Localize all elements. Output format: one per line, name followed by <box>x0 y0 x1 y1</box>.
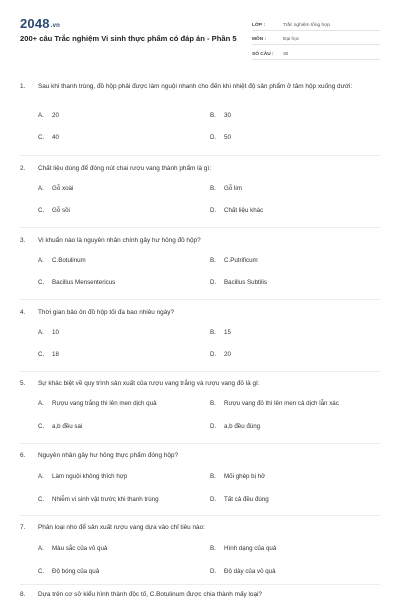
document-title: 200+ câu Trắc nghiệm Vi sinh thực phẩm có đáp án - Phần 5 <box>20 34 237 43</box>
option-letter: D. <box>210 206 217 214</box>
logo-tld: .vn <box>50 23 61 29</box>
option-letter: D. <box>210 422 217 430</box>
question-number: 1. <box>20 83 26 90</box>
option-b[interactable] <box>210 329 380 337</box>
option-b[interactable] <box>210 545 380 553</box>
option-letter: B. <box>210 184 216 192</box>
option-text: Bacillus Mensentericus <box>52 278 116 286</box>
question-divider <box>20 371 380 372</box>
question-text: Chất liệu dùng để đóng nút chai rượu vang thành phẩm là gì: <box>38 165 211 172</box>
question-text: Thời gian bảo ôn đồ hộp tối đa bao nhiêu ngày? <box>38 309 175 316</box>
option-letter: C. <box>38 350 45 358</box>
option-b[interactable] <box>210 112 380 120</box>
meta-value: Trắc nghiệm tổng hợp <box>283 22 330 28</box>
option-letter: B. <box>210 472 216 480</box>
logo-main: 2048 <box>20 16 50 31</box>
option-text: 30 <box>224 111 231 119</box>
option-letter: A. <box>38 111 44 119</box>
option-letter: C. <box>38 133 45 141</box>
option-text: Chất liệu khác <box>224 206 264 214</box>
site-logo[interactable] <box>20 16 60 31</box>
option-text: a,b đều sai <box>52 422 83 430</box>
option-text: Độ dày của vỏ quả <box>224 567 276 575</box>
option-a[interactable] <box>38 400 208 408</box>
option-letter: A. <box>38 184 44 192</box>
option-c[interactable] <box>38 279 208 287</box>
option-c[interactable] <box>38 351 208 359</box>
meta-row-count <box>252 45 380 60</box>
option-a[interactable] <box>38 473 208 481</box>
option-c[interactable] <box>38 423 208 431</box>
meta-row-class <box>252 16 380 31</box>
option-letter: D. <box>210 350 217 358</box>
question-item <box>20 82 382 141</box>
option-text: Gỗ xoài <box>52 184 74 192</box>
option-letter: A. <box>38 544 44 552</box>
question-text: Sự khác biệt về quy trình sản xuất của rượu vang trắng và rượu vang đỏ là gì: <box>38 380 260 387</box>
option-d[interactable] <box>210 568 380 576</box>
question-number: 2. <box>20 165 26 172</box>
document-meta <box>252 16 380 60</box>
meta-label: MÔN : <box>252 37 267 42</box>
question-text: Dựa trên cơ sở kiểu hình thành độc tố, C.Botulinum được chia thành mấy loại? <box>38 591 262 598</box>
option-a[interactable] <box>38 329 208 337</box>
question-item <box>20 379 382 430</box>
option-text: Mối ghép bị hở <box>224 472 266 480</box>
option-letter: C. <box>38 495 45 503</box>
option-letter: A. <box>38 399 44 407</box>
question-item <box>20 523 382 575</box>
question-text: Phân loại nho để sản xuất rượu vang dựa vào chỉ tiêu nào: <box>38 524 205 531</box>
question-number: 5. <box>20 380 26 387</box>
option-text: C.Putrificum <box>224 256 258 264</box>
option-text: 10 <box>52 328 59 336</box>
option-a[interactable] <box>38 185 208 193</box>
question-item <box>20 236 382 286</box>
option-letter: A. <box>38 256 44 264</box>
meta-row-subject <box>252 31 380 46</box>
option-text: Rượu vang đỏ thì lên men cả dịch lẫn xác <box>224 399 339 407</box>
option-letter: C. <box>38 422 45 430</box>
option-text: 20 <box>52 111 59 119</box>
option-text: 15 <box>224 328 231 336</box>
question-divider <box>20 227 380 228</box>
option-letter: A. <box>38 472 44 480</box>
option-c[interactable] <box>38 568 208 576</box>
question-item <box>20 164 382 214</box>
option-text: Nhiễm vi sinh vật trước khi thanh trùng <box>52 495 159 503</box>
option-letter: D. <box>210 133 217 141</box>
question-divider <box>20 299 380 300</box>
option-letter: B. <box>210 111 216 119</box>
option-d[interactable] <box>210 351 380 359</box>
question-number: 4. <box>20 309 26 316</box>
option-a[interactable] <box>38 545 208 553</box>
question-item <box>20 308 382 358</box>
option-text: a,b đều đúng <box>224 422 261 430</box>
option-letter: D. <box>210 495 217 503</box>
option-text: 18 <box>52 350 59 358</box>
option-text: Rượu vang trắng thì lên men dịch quả <box>52 399 157 407</box>
option-text: 50 <box>224 133 231 141</box>
option-letter: C. <box>38 567 45 575</box>
option-b[interactable] <box>210 400 380 408</box>
option-c[interactable] <box>38 134 208 142</box>
question-divider <box>20 155 380 156</box>
option-d[interactable] <box>210 279 380 287</box>
option-letter: D. <box>210 567 217 575</box>
option-d[interactable] <box>210 496 380 504</box>
meta-label: SỐ CÂU : <box>252 51 274 57</box>
meta-value: 30 <box>283 51 289 57</box>
option-c[interactable] <box>38 496 208 504</box>
meta-label: LỚP : <box>252 22 266 28</box>
question-text: Nguyên nhân gây hư hỏng thực phẩm đóng hộp? <box>38 452 179 459</box>
option-text: Màu sắc của vỏ quả <box>52 544 108 552</box>
option-letter: B. <box>210 399 216 407</box>
document-header <box>0 0 400 64</box>
option-b[interactable] <box>210 185 380 193</box>
option-b[interactable] <box>210 257 380 265</box>
option-text: Hình dạng của quả <box>224 544 277 552</box>
option-b[interactable] <box>210 473 380 481</box>
question-number: 3. <box>20 237 26 244</box>
option-text: 40 <box>52 133 59 141</box>
option-a[interactable] <box>38 257 208 265</box>
option-text: Gỗ sồi <box>52 206 70 214</box>
question-number: 7. <box>20 524 26 531</box>
option-text: Tất cả đều đúng <box>224 495 269 503</box>
option-text: Độ bóng của quả <box>52 567 100 575</box>
option-text: Làm nguội không thích hợp <box>52 472 128 480</box>
question-number: 8. <box>20 591 26 598</box>
option-text: Gỗ lim <box>224 184 242 192</box>
question-divider <box>20 515 380 516</box>
option-d[interactable] <box>210 207 380 215</box>
option-text: C.Botulinum <box>52 256 86 264</box>
option-letter: B. <box>210 256 216 264</box>
option-text: Bacillus Subtilis <box>224 278 267 286</box>
option-d[interactable] <box>210 423 380 431</box>
question-number: 6. <box>20 452 26 459</box>
meta-value: Đại học <box>283 37 300 42</box>
option-letter: B. <box>210 544 216 552</box>
option-letter: A. <box>38 328 44 336</box>
question-divider <box>20 584 380 585</box>
option-letter: D. <box>210 278 217 286</box>
option-letter: C. <box>38 206 45 214</box>
question-divider <box>20 443 380 444</box>
option-letter: B. <box>210 328 216 336</box>
option-c[interactable] <box>38 207 208 215</box>
option-d[interactable] <box>210 134 380 142</box>
question-item <box>20 590 382 600</box>
question-item <box>20 451 382 503</box>
option-letter: C. <box>38 278 45 286</box>
question-text: Sau khi thanh trùng, đồ hộp phải được làm nguội nhanh cho đến khi nhiệt độ sản phẩm ở tâm hộp xuống dưới: <box>38 83 353 90</box>
question-text: Vi khuẩn nào là nguyên nhân chính gây hư hỏng đồ hộp? <box>38 237 201 244</box>
option-text: 20 <box>224 350 231 358</box>
option-a[interactable] <box>38 112 208 120</box>
